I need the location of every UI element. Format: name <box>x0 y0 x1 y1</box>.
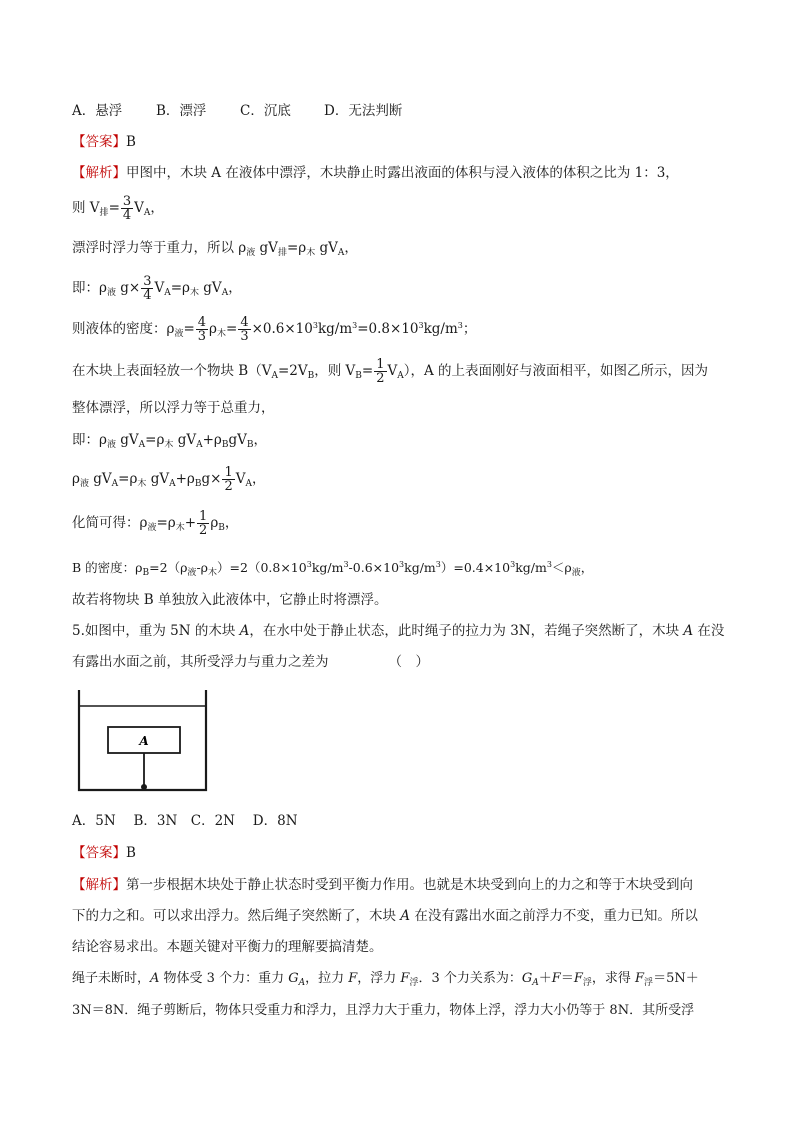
answer-tag: 【答案】 <box>72 134 126 150</box>
text: gV <box>228 432 247 448</box>
text: kg/m <box>317 321 353 337</box>
text: 则 V <box>72 200 100 216</box>
text: ＝ <box>560 971 574 986</box>
denominator: 4 <box>122 208 132 223</box>
sub: 浮 <box>582 978 592 988</box>
text: gV <box>173 432 197 448</box>
sub: 木 <box>216 329 226 339</box>
q4-analysis-line-11 <box>72 555 593 583</box>
text: ρ <box>209 321 217 337</box>
rope-anchor <box>141 784 147 790</box>
fraction <box>141 275 153 302</box>
text: 在没有露出水面之前浮力不变，重力已知。所以 <box>410 908 698 924</box>
text: =ρ <box>156 515 176 531</box>
text: ρ <box>210 515 219 531</box>
text: A <box>150 971 160 986</box>
analysis-text: 甲图中，木块 A 在液体中漂浮，木块静止时露出液面的体积与浸入液体的体积之比为 1：3， <box>126 165 679 181</box>
text: kg/m <box>515 560 547 575</box>
sub: 液 <box>571 568 581 578</box>
sub: 木 <box>189 288 199 298</box>
sub: 液 <box>106 288 116 298</box>
text: ，则 V <box>314 363 356 379</box>
q4-analysis-line-4 <box>72 275 242 303</box>
analysis-tag: 【解析】 <box>72 165 126 181</box>
text: gV <box>88 471 112 487</box>
text: +ρ <box>175 471 195 487</box>
q4-analysis-line-8 <box>72 430 267 455</box>
text: G <box>521 971 533 986</box>
text: ＝5N＋ <box>653 971 699 986</box>
text: V <box>134 200 144 216</box>
text: 3N＝8N．绳子剪断后，物体只受重力和浮力，且浮力大于重力，物体上浮，浮力大小仍等于 8N．其所受浮 <box>72 1003 695 1018</box>
sub: A <box>245 479 252 489</box>
text: ； <box>462 321 477 337</box>
sup: 3 <box>352 321 358 330</box>
fraction <box>374 358 386 385</box>
sup: 3 <box>546 560 552 569</box>
text: 在木块上表面轻放一个物块 B（V <box>72 363 272 379</box>
sub: B <box>355 371 362 381</box>
fraction <box>197 510 209 537</box>
q5-stem-line-2 <box>72 652 429 672</box>
sub: 液 <box>79 479 89 489</box>
text: ρ <box>72 471 80 487</box>
text: ， <box>253 432 267 448</box>
numerator: 1 <box>224 465 233 480</box>
denominator: 2 <box>224 479 233 494</box>
text: gV <box>315 240 338 256</box>
text: ，浮力 <box>357 971 401 986</box>
sub: A <box>337 248 345 258</box>
text: ， <box>251 471 266 487</box>
fraction <box>196 316 208 343</box>
q4-option-b: B．漂浮 <box>156 103 207 119</box>
text: kg/m <box>311 560 344 575</box>
sub: 木 <box>306 248 316 258</box>
sub: 浮 <box>644 978 654 988</box>
numerator: 1 <box>199 509 208 524</box>
text: + <box>184 515 197 531</box>
q5-options: A．5N B．3N C．2N D．8N <box>72 813 298 829</box>
text: F <box>551 971 561 986</box>
sub: B <box>221 440 229 450</box>
q4-options <box>72 101 402 121</box>
text: F <box>400 971 410 986</box>
text: ，求得 <box>591 971 636 986</box>
sup: 3 <box>312 321 318 330</box>
sub: A <box>138 440 146 450</box>
text: F <box>573 971 583 986</box>
answer-tag: 【答案】 <box>72 845 126 861</box>
q4-analysis-line-1 <box>72 163 679 183</box>
sub: A <box>143 208 151 218</box>
text: ，在水中处于静止状态，此时绳子的拉力为 3N，若绳子突然断了，木块 <box>249 623 684 639</box>
text: = <box>183 321 195 337</box>
q5-analysis-line-4 <box>72 969 699 993</box>
text: 即：ρ <box>72 280 107 296</box>
answer-value: B <box>126 134 136 150</box>
sub: B <box>194 479 202 489</box>
sub: 液 <box>246 248 256 258</box>
sup: 3 <box>457 321 463 330</box>
text: -0.6×10 <box>348 560 400 575</box>
denominator: 2 <box>199 523 208 538</box>
answer-value: B <box>126 845 136 861</box>
q4-analysis-line-9 <box>72 466 265 494</box>
text: gV <box>115 432 139 448</box>
q4-option-a: A．悬浮 <box>72 103 123 119</box>
sub: 液 <box>147 523 157 533</box>
q5-analysis-line-5 <box>72 1001 694 1021</box>
text: g× <box>201 471 222 487</box>
analysis-tag: 【解析】 <box>72 877 126 893</box>
sub: B <box>246 440 254 450</box>
sup: 3 <box>510 560 516 569</box>
analysis-text: 第一步根据木块处于静止状态时受到平衡力作用。也就是木块受到向上的力之和等于木块受到向 <box>126 877 693 893</box>
text: ．3 个力关系为： <box>418 971 522 986</box>
text: V <box>387 363 398 379</box>
denominator: 2 <box>376 371 385 386</box>
text: kg/m <box>423 321 458 337</box>
text: ， <box>224 515 239 531</box>
text: ）=2（0.8×10 <box>217 560 307 575</box>
sub: 液 <box>187 568 197 578</box>
q4-answer <box>72 132 136 152</box>
sub: A <box>169 479 176 489</box>
q4-analysis-line-3 <box>72 238 358 263</box>
q5-answer <box>72 843 136 863</box>
text: 即：ρ <box>72 432 107 448</box>
q5-analysis-line-1 <box>72 875 693 895</box>
text: A <box>400 908 411 924</box>
text: 故若将物块 B 单独放入此液体中，它静止时将漂浮。 <box>72 592 388 608</box>
q4-option-c: C．沉底 <box>240 103 291 119</box>
text: gV <box>199 280 222 296</box>
denominator: 4 <box>143 288 152 303</box>
q4-analysis-line-6 <box>72 358 708 386</box>
text: +ρ <box>202 432 222 448</box>
sub: A <box>397 371 404 381</box>
q4-analysis-line-2 <box>72 195 164 223</box>
text: =ρ <box>170 280 190 296</box>
text: ×0.6×10 <box>251 321 313 337</box>
text: 物体受 3 个力：重力 <box>159 971 289 986</box>
sub: 液 <box>174 329 184 339</box>
text: =ρ <box>118 471 138 487</box>
text: ， <box>344 240 358 256</box>
sub: 液 <box>106 440 116 450</box>
text: kg/m <box>404 560 436 575</box>
sub: A <box>196 440 203 450</box>
text: 有露出水面之前，其所受浮力与重力之差为 <box>72 654 329 670</box>
text: 化简可得：ρ <box>72 515 148 531</box>
text: g× <box>115 280 141 296</box>
denominator: 3 <box>197 329 207 344</box>
text: gV <box>255 240 278 256</box>
fraction <box>238 316 250 343</box>
sub: 浮 <box>409 978 419 988</box>
text: 5.如图中，重为 5N 的木块 <box>72 623 240 639</box>
text: 则液体的密度：ρ <box>72 321 175 337</box>
text: = <box>226 321 238 337</box>
text: =2V <box>277 363 308 379</box>
text: = <box>361 363 374 379</box>
text: =0.8×10 <box>357 321 419 337</box>
block-label: A <box>139 734 149 748</box>
text: B 的密度：ρ <box>72 560 143 575</box>
text: -ρ <box>196 560 209 575</box>
fraction <box>222 466 234 493</box>
sup: 3 <box>435 560 441 569</box>
text: F <box>635 971 645 986</box>
sub: A <box>298 978 306 988</box>
sub: 木 <box>175 523 185 533</box>
sup: 3 <box>399 560 405 569</box>
text: 在没 <box>693 623 725 639</box>
water-container-diagram <box>70 686 210 796</box>
text: F <box>348 971 358 986</box>
numerator: 3 <box>122 194 132 209</box>
text: V <box>154 280 165 296</box>
text: ， <box>228 280 242 296</box>
sub: A <box>271 371 278 381</box>
text: G <box>288 971 299 986</box>
text: 结论容易求出。本题关键对平衡力的理解要搞清楚。 <box>72 939 383 955</box>
text: ＜ρ <box>551 560 572 575</box>
answer-blank: （ ） <box>388 654 429 670</box>
sub: 木 <box>164 440 174 450</box>
sup: 3 <box>418 321 424 330</box>
sub: 排 <box>99 208 109 218</box>
text: ，拉力 <box>305 971 349 986</box>
numerator: 4 <box>197 315 207 330</box>
text: ， <box>150 200 164 216</box>
q4-analysis-line-10 <box>72 510 238 538</box>
text: ）=0.4×10 <box>440 560 511 575</box>
sub: B <box>142 568 150 578</box>
q5-analysis-line-2 <box>72 906 698 926</box>
numerator: 1 <box>376 357 385 372</box>
numerator: 3 <box>143 274 152 289</box>
sup: 3 <box>343 560 349 569</box>
q5-analysis-line-3 <box>72 937 383 957</box>
text: =2（ρ <box>149 560 188 575</box>
q5-stem-line-1 <box>72 621 724 641</box>
text: 下的力之和。可以求出浮力。然后绳子突然断了，木块 <box>72 908 401 924</box>
text: 漂浮时浮力等于重力，所以 ρ <box>72 240 247 256</box>
text: gV <box>146 471 170 487</box>
text: =ρ <box>286 240 307 256</box>
text: ＋ <box>538 971 552 986</box>
q4-option-d: D．无法判断 <box>324 103 403 119</box>
sub: A <box>532 978 539 988</box>
sub: 木 <box>137 479 147 489</box>
text: = <box>108 200 120 216</box>
denominator: 3 <box>240 329 249 344</box>
q4-analysis-line-12 <box>72 590 388 610</box>
sub: 木 <box>208 568 218 578</box>
sub: A <box>164 288 171 298</box>
text: =ρ <box>145 432 165 448</box>
sup: 3 <box>306 560 312 569</box>
sub: B <box>218 523 225 533</box>
text: 绳子未断时， <box>72 971 151 986</box>
sub: A <box>221 288 229 298</box>
text: 整体漂浮，所以浮力等于总重力， <box>72 400 275 416</box>
text: ， <box>580 560 594 575</box>
text: ），A 的上表面刚好与液面相平，如图乙所示，因为 <box>403 363 709 379</box>
text: V <box>235 471 246 487</box>
sub: A <box>111 479 119 489</box>
text: A <box>683 623 694 639</box>
sub: B <box>307 371 315 381</box>
text: A <box>239 623 250 639</box>
sub: 排 <box>277 248 287 258</box>
q4-analysis-line-5 <box>72 316 476 344</box>
fraction <box>121 195 133 222</box>
q4-analysis-line-7 <box>72 398 275 418</box>
numerator: 4 <box>240 315 249 330</box>
